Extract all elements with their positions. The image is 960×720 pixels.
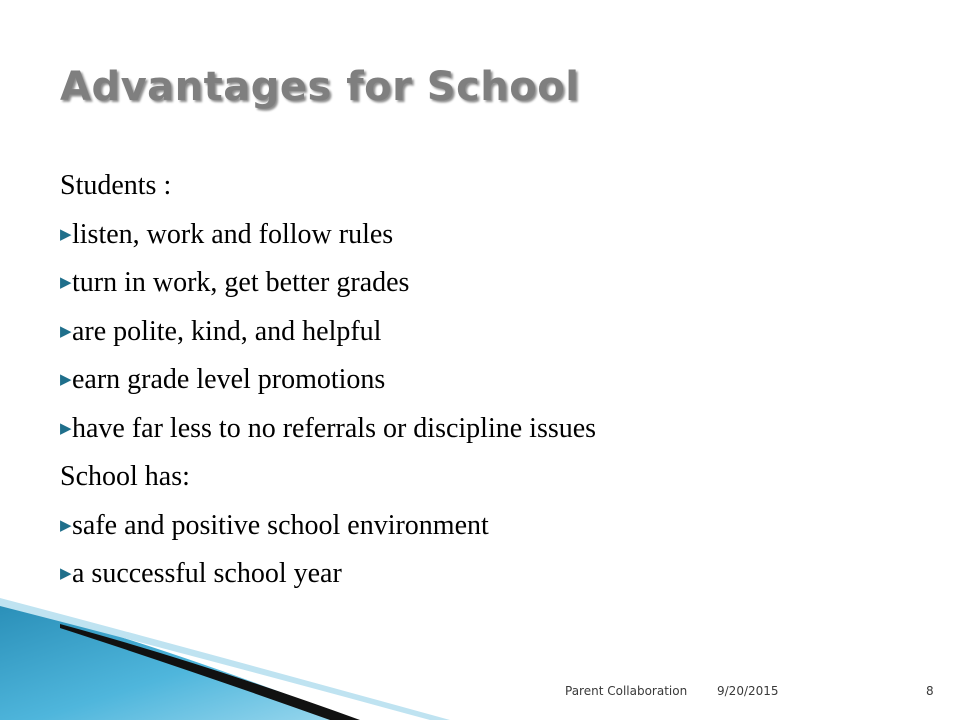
- light-blue-wave: [0, 598, 450, 720]
- bullet-item: [60, 261, 596, 310]
- teal-wave: [0, 604, 355, 720]
- bullet-item: [60, 310, 596, 359]
- bullet-item: [60, 504, 596, 553]
- item-text: Students :: [60, 170, 172, 201]
- item-text: School has:: [60, 461, 190, 492]
- item-text: are polite, kind, and helpful: [72, 315, 382, 347]
- slide-number: 8: [926, 684, 934, 698]
- triangle-bullet-icon: ▶: [60, 420, 72, 437]
- item-text: turn in work, get better grades: [72, 267, 410, 298]
- bullet-item: [60, 358, 596, 407]
- triangle-bullet-icon: ▶: [60, 566, 72, 582]
- bullet-item: [60, 213, 596, 262]
- bullet-item: [60, 407, 596, 456]
- bullet-item: [60, 552, 596, 601]
- section-heading: [60, 455, 596, 504]
- bullet-list: [60, 164, 596, 601]
- slide-title: Advantages for School: [60, 64, 580, 110]
- triangle-bullet-icon: ▶: [60, 226, 72, 243]
- triangle-bullet-icon: ▶: [60, 275, 72, 291]
- item-text: have far less to no referrals or discipline issues: [72, 412, 597, 444]
- triangle-bullet-icon: ▶: [60, 517, 72, 534]
- item-text: safe and positive school environment: [72, 509, 489, 541]
- item-text: a successful school year: [72, 558, 342, 589]
- footer-text: Parent Collaboration: [565, 684, 688, 698]
- section-heading: [60, 164, 596, 213]
- item-text: listen, work and follow rules: [72, 218, 394, 250]
- triangle-bullet-icon: ▶: [60, 323, 72, 340]
- item-text: earn grade level promotions: [72, 364, 386, 395]
- footer-date: 9/20/2015: [717, 684, 779, 698]
- black-wave: [60, 624, 360, 720]
- triangle-bullet-icon: ▶: [60, 372, 72, 388]
